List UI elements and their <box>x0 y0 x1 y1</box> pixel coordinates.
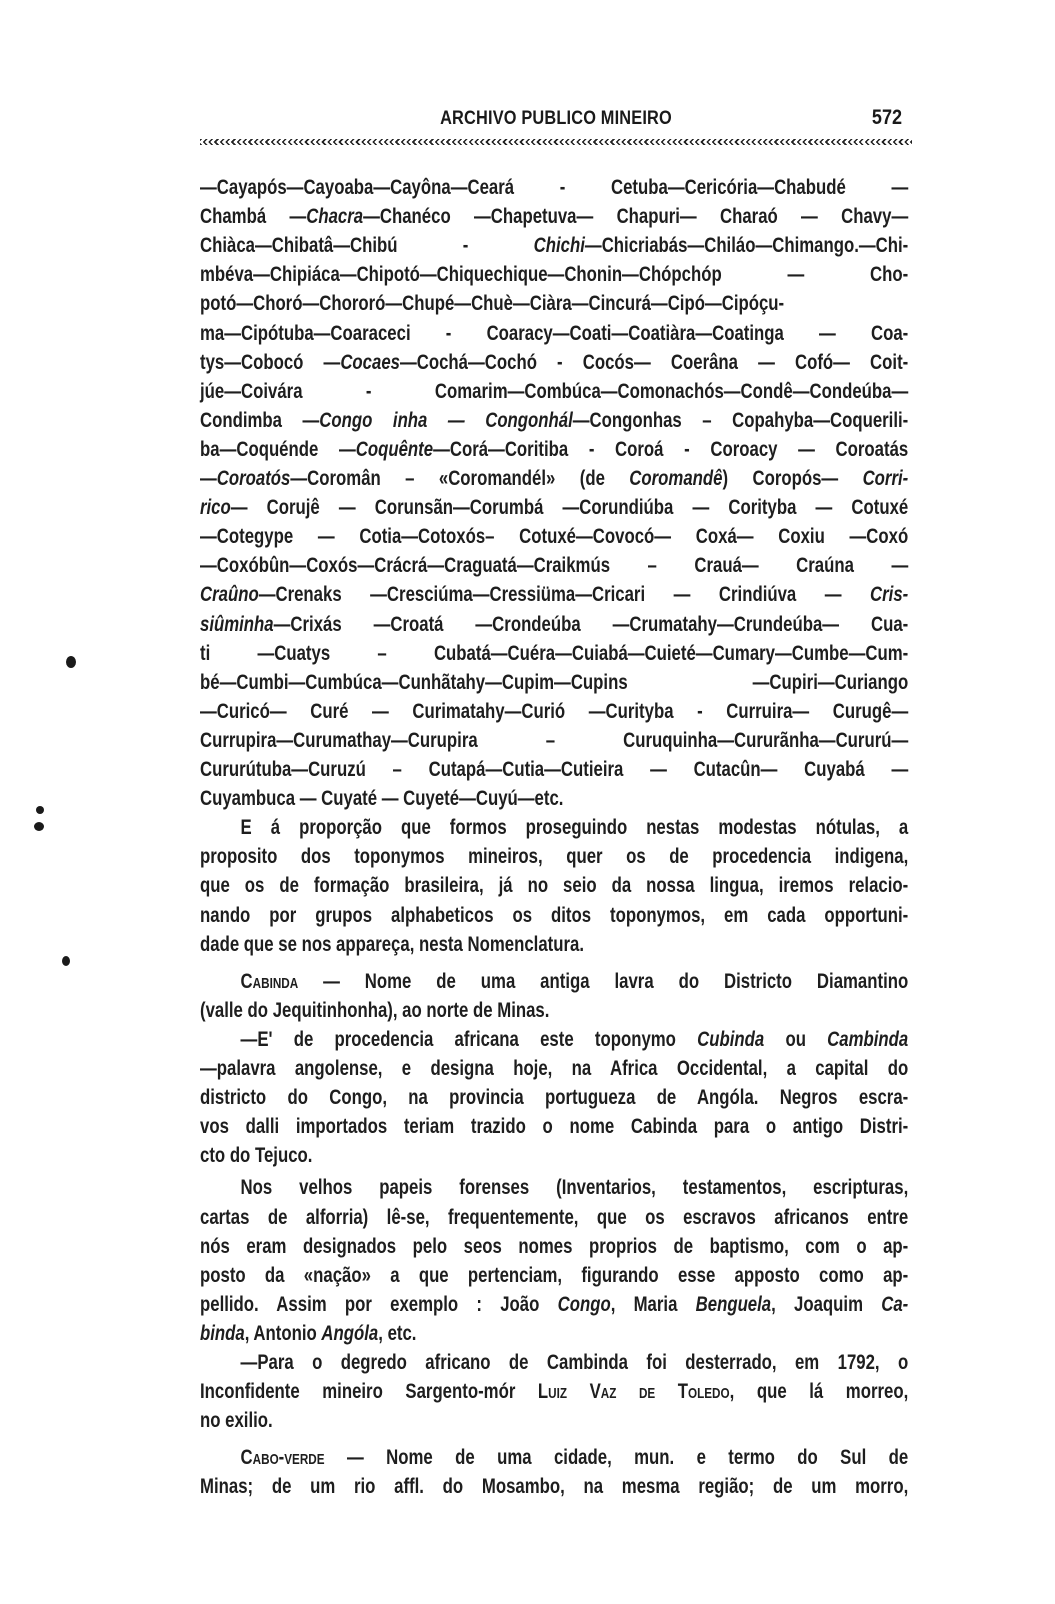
toponym-list-line: Chambá —Chacra—Chanéco —Chapetuva— Chapuri— Charaó — Chavy— <box>200 204 909 229</box>
toponym-list-line: Chiàca—Chibatâ—Chibú - Chichi—Chicriabás—Chiláo—Chimango.—Chi- <box>200 233 909 258</box>
toponym-list-line: —Cotegype — Cotia—Cotoxós– Cotuxé—Covocó— Coxá— Coxiu —Coxó <box>200 524 909 549</box>
toponym-list-line: Cururútuba—Curuzú – Cutapá—Cutia—Cutieira — Cutacûn— Cuyabá — <box>200 757 909 781</box>
cabinda-origin-line: cto do Tejuco. <box>200 1143 313 1168</box>
cabinda-origin-line: —palavra angolense, e designa hoje, na Africa Occidental, a capital do <box>200 1056 909 1080</box>
toponym-list-line: ti —Cuatys – Cubatá—Cuéra—Cuiabá—Cuieté—Cumary—Cumbe—Cum- <box>200 640 909 665</box>
cabinda-origin-line: districto do Congo, na provincia portugueza de Angóla. Negros escra- <box>200 1085 909 1110</box>
forenses-paragraph-line: binda, Antonio Angóla, etc. <box>200 1320 417 1345</box>
toponym-list-line: —Cayapós—Cayoaba—Cayôna—Ceará - Cetuba—Cericória—Chabudé — <box>200 175 909 199</box>
page-number: 572 <box>871 106 902 129</box>
cabinda-origin-line: vos dalli importados teriam trazido o nome Cabinda para o antigo Distri- <box>200 1114 909 1139</box>
forenses-paragraph-line: cartas de alforria) lê-se, frequentemente, que os escravos africanos entre <box>200 1204 909 1229</box>
forenses-paragraph-line: pellido. Assim por exemplo : João Congo, Maria Benguela, Joaquim Ca- <box>200 1291 909 1316</box>
toponym-list-line: potó—Choró—Chororó—Chupé—Chuè—Ciàra—Cincurá—Cipó—Cipóçu- <box>200 291 785 316</box>
publication-title: ARCHIVO PUBLICO MINEIRO <box>440 108 672 129</box>
toponym-list-line: ba—Coquénde —Coquênte—Corá—Coritiba - Coroá - Coroacy — Coroatás <box>200 436 909 461</box>
cabinda-origin-line: —E' de procedencia africana este toponymo Cubinda ou Cambinda <box>240 1026 909 1051</box>
toponym-list-line: Condimba —Congo inha — Congonhál—Congonhas – Copahyba—Coquerili- <box>200 407 909 432</box>
entry-cabinda-line: (valle do Jequitinhonha), ao norte de Minas. <box>200 997 550 1022</box>
person-name-luiz-vaz-de-toledo: Luiz Vaz de Toledo <box>537 1379 730 1404</box>
toponym-list-line: mbéva—Chipiáca—Chipotó—Chiquechique—Chonin—Chópchóp — Cho- <box>200 262 909 287</box>
toponym-list-line: —Coxóbûn—Coxós—Crácrá—Craguatá—Craikmús – Crauá— Craúna — <box>200 553 909 578</box>
toponym-list-line: —Curicó— Curé — Curimatahy—Curió —Curityba - Curruira— Curugê— <box>200 698 909 723</box>
toponym-list-line: —Coroatós—Coromân – «Coromandél» (de Coromandê) Coropós— Corri- <box>200 466 909 490</box>
toponym-list-line: ma—Cipótuba—Coaraceci - Coaracy—Coati—Coatiàra—Coatinga — Coa- <box>200 320 909 345</box>
running-header <box>200 104 912 134</box>
intro-paragraph-line: E á proporção que formos proseguindo nestas modestas nótulas, a <box>240 815 909 840</box>
entry-cabinda-line: Cabinda — Nome de uma antiga lavra do Districto Diamantino <box>240 968 909 993</box>
toponym-list-line: júe—Coivára - Comarim—Combúca—Comonachós—Condê—Condeúba— <box>200 378 909 403</box>
scan-speck <box>62 956 70 966</box>
entry-cabo-verde-line: Minas; de um rio affl. do Mosambo, na mesma região; de um morro, <box>200 1474 909 1499</box>
toponym-list-line: bé—Cumbi—Cumbúca—Cunhãtahy—Cupim—Cupins —Cupiri—Curiango <box>200 669 909 694</box>
scan-speck <box>66 656 76 668</box>
toponym-list-line: Cuyambuca — Cuyaté — Cuyeté—Cuyú—etc. <box>200 786 564 811</box>
forenses-paragraph-line: Nos velhos papeis forenses (Inventarios, testamentos, escripturas, <box>240 1175 909 1200</box>
degredo-paragraph-line: Inconfidente mineiro Sargento-mór Luiz Vaz de Toledo, que lá morreo, <box>200 1379 909 1404</box>
toponym-list-line: tys—Cobocó —Cocaes—Cochá—Cochó - Cocós— Coerâna — Cofó— Coit- <box>200 349 909 374</box>
entry-term-cabo-verde: Cabo-verde <box>240 1445 325 1470</box>
toponym-list-line: rico— Corujê — Corunsãn—Corumbá —Corundiúba — Corityba — Cotuxé <box>200 495 909 520</box>
entry-term-cabinda: Cabinda <box>240 968 299 993</box>
intro-paragraph-line: que os de formação brasileira, já no seio da nossa lingua, iremos relacio- <box>200 873 909 898</box>
scan-speck <box>36 806 44 814</box>
toponym-list-line: Currupira—Curumathay—Curupira – Curuquinha—Cururãnha—Cururú— <box>200 727 909 752</box>
intro-paragraph-line: proposito dos toponymos mineiros, quer os de procedencia indigena, <box>200 844 909 869</box>
forenses-paragraph-line: nós eram designados pelo seos nomes proprios de baptismo, com o ap- <box>200 1233 909 1258</box>
intro-paragraph-line: dade que se nos appareça, nesta Nomenclatura. <box>200 931 584 956</box>
entry-cabo-verde-line: Cabo-verde — Nome de uma cidade, mun. e termo do Sul de <box>240 1445 909 1470</box>
toponym-list-line: siûminha—Crixás —Croatá —Crondeúba —Crumatahy—Crundeúba— Cua- <box>200 611 909 636</box>
toponym-list-line: Craûno—Crenaks —Cresciúma—Cressiüma—Cricari — Crindiúva — Cris- <box>200 582 909 607</box>
degredo-paragraph-line: no exilio. <box>200 1408 273 1433</box>
intro-paragraph-line: nando por grupos alphabeticos os ditos toponymos, em cada opportuni- <box>200 902 909 927</box>
header-wavy-rule <box>200 139 912 145</box>
forenses-paragraph-line: posto da «nação» a que pertenciam, figurando esse apposto como ap- <box>200 1262 909 1287</box>
scan-speck <box>34 822 44 831</box>
degredo-paragraph-line: —Para o degredo africano de Cambinda foi desterrado, em 1792, o <box>240 1350 909 1374</box>
